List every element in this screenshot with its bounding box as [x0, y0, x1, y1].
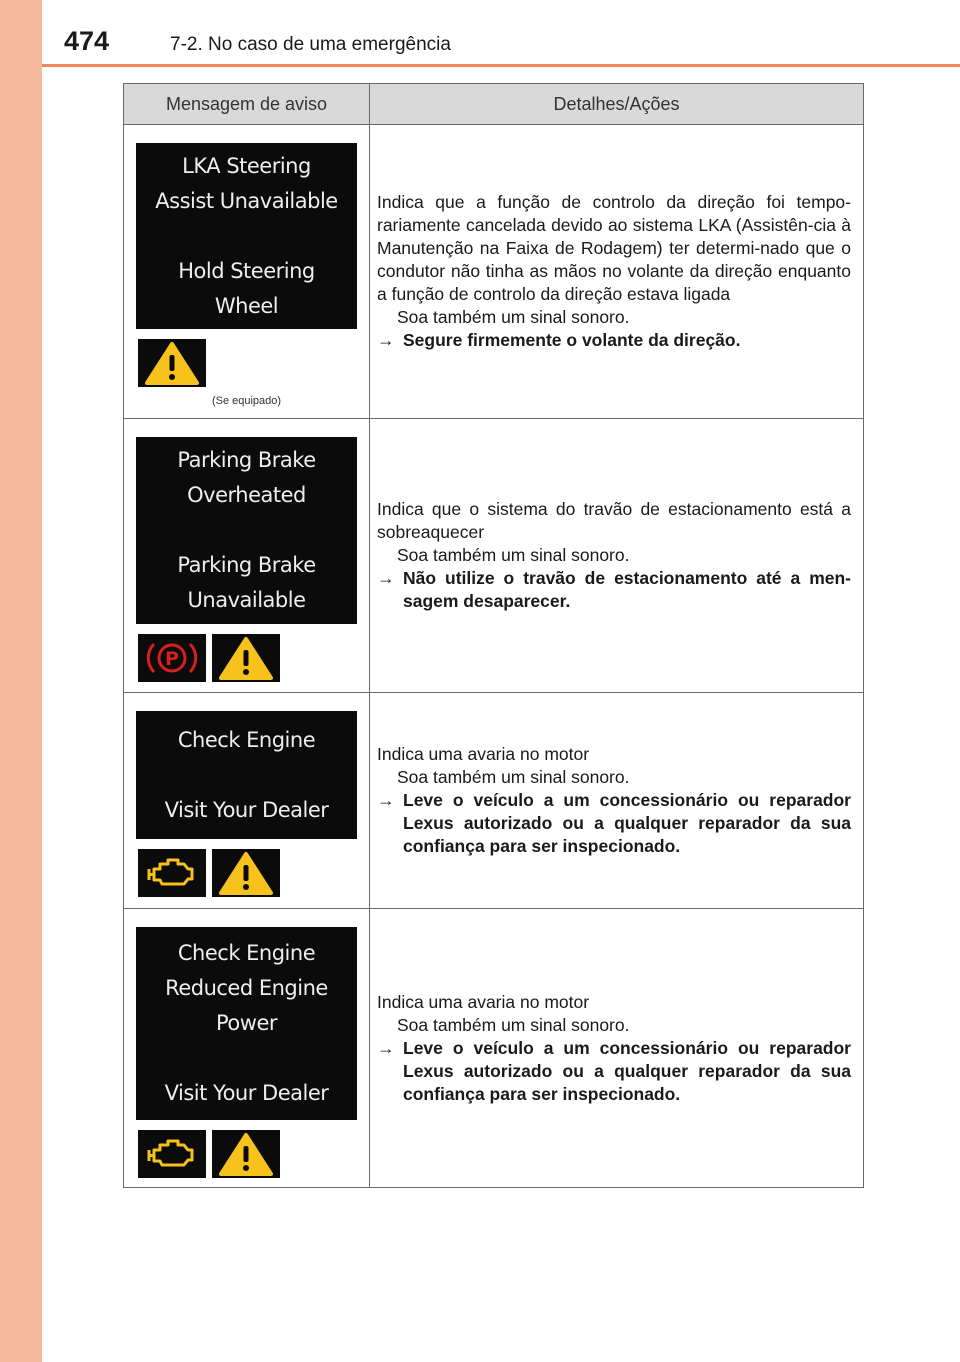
table-row — [124, 125, 864, 419]
arrow-icon: → — [377, 330, 395, 350]
screen-line: Reduced Engine — [165, 976, 328, 1000]
screen-line: Hold Steering — [178, 258, 315, 283]
equipment-note: (Se equipado) — [211, 395, 282, 407]
indicator-icons — [138, 1130, 369, 1178]
description-text: Indica uma avaria no motor — [377, 991, 590, 1012]
message-cell — [124, 909, 370, 1188]
action-text: Segure firmemente o volante da direção. — [403, 330, 741, 350]
message-cell — [124, 125, 370, 419]
description-text: Indica que o sistema do travão de estacionamento está a sobreaquecer — [377, 499, 851, 542]
check-engine-icon — [138, 849, 206, 897]
check-engine-icon — [138, 1130, 206, 1178]
details-cell — [370, 909, 864, 1188]
table-header-row — [124, 84, 864, 125]
screen-line: LKA Steering — [182, 153, 311, 178]
action-text: Não utilize o travão de estacionamento até a men-sagem desaparecer. — [403, 568, 851, 611]
message-cell — [124, 693, 370, 909]
screen-line: Wheel — [214, 293, 279, 318]
parking-brake-icon — [138, 634, 206, 682]
screen-line: Check Engine — [177, 941, 316, 965]
section-title: 7-2. No caso de uma emergência — [170, 34, 451, 55]
column-header-details: Detalhes/Ações — [370, 84, 864, 125]
sound-note: Soa também um sinal sonoro. — [397, 307, 630, 327]
screen-line: Parking Brake — [177, 448, 316, 472]
action-instruction — [377, 567, 851, 613]
warning-triangle-icon — [212, 849, 280, 897]
action-text: Leve o veículo a um concessionário ou reparador Lexus autorizado ou a qualquer reparador da sua confiança para ser inspecionado. — [403, 790, 851, 856]
action-instruction — [377, 1037, 851, 1106]
action-instruction — [377, 329, 851, 352]
warning-triangle-icon — [212, 1130, 280, 1178]
details-cell — [370, 125, 864, 419]
arrow-icon: → — [377, 790, 395, 810]
action-instruction — [377, 789, 851, 858]
screen-line: Visit Your Dealer — [164, 797, 329, 822]
display-screen — [136, 143, 357, 329]
page-number: 474 — [64, 26, 110, 56]
description-text: Indica uma avaria no motor — [377, 744, 590, 764]
sound-note: Soa também um sinal sonoro. — [397, 1014, 630, 1035]
screen-line: Power — [216, 1011, 277, 1035]
table-row — [124, 419, 864, 693]
sound-note: Soa também um sinal sonoro. — [397, 767, 630, 787]
screen-line: Unavailable — [187, 588, 306, 612]
side-color-bar — [0, 0, 42, 1362]
screen-line: Check Engine — [177, 727, 316, 752]
details-cell — [370, 419, 864, 693]
screen-line: Visit Your Dealer — [164, 1081, 329, 1105]
action-text: Leve o veículo a um concessionário ou reparador Lexus autorizado ou a qualquer reparador da sua confiança para ser inspecionado. — [403, 1037, 851, 1104]
page-header — [42, 0, 960, 67]
table-row — [124, 909, 864, 1188]
screen-line: Overheated — [187, 483, 306, 507]
indicator-icons — [138, 339, 369, 387]
table-row — [124, 693, 864, 909]
display-screen — [136, 927, 357, 1120]
details-cell — [370, 693, 864, 909]
message-cell — [124, 419, 370, 693]
screen-line: Assist Unavailable — [155, 188, 338, 213]
display-screen — [136, 711, 357, 839]
warning-triangle-icon — [138, 339, 206, 387]
description-text: Indica que a função de controlo da direção foi tempo-rariamente cancelada devido ao sistema LKA (Assistên-cia à Manutenção na Faixa de Rodagem) ter determi-nado que o condutor não tinha as mãos no volante da direção enquanto a função de controlo da direção estava ligada — [377, 192, 851, 304]
warning-triangle-icon — [212, 634, 280, 682]
indicator-icons — [138, 849, 369, 897]
arrow-icon: → — [377, 1037, 395, 1058]
column-header-message: Mensagem de aviso — [124, 84, 370, 125]
sound-note: Soa também um sinal sonoro. — [397, 545, 630, 565]
indicator-icons — [138, 634, 369, 682]
screen-line: Parking Brake — [177, 553, 316, 577]
display-screen — [136, 437, 357, 624]
arrow-icon: → — [377, 568, 395, 588]
warning-messages-table — [123, 83, 864, 1188]
